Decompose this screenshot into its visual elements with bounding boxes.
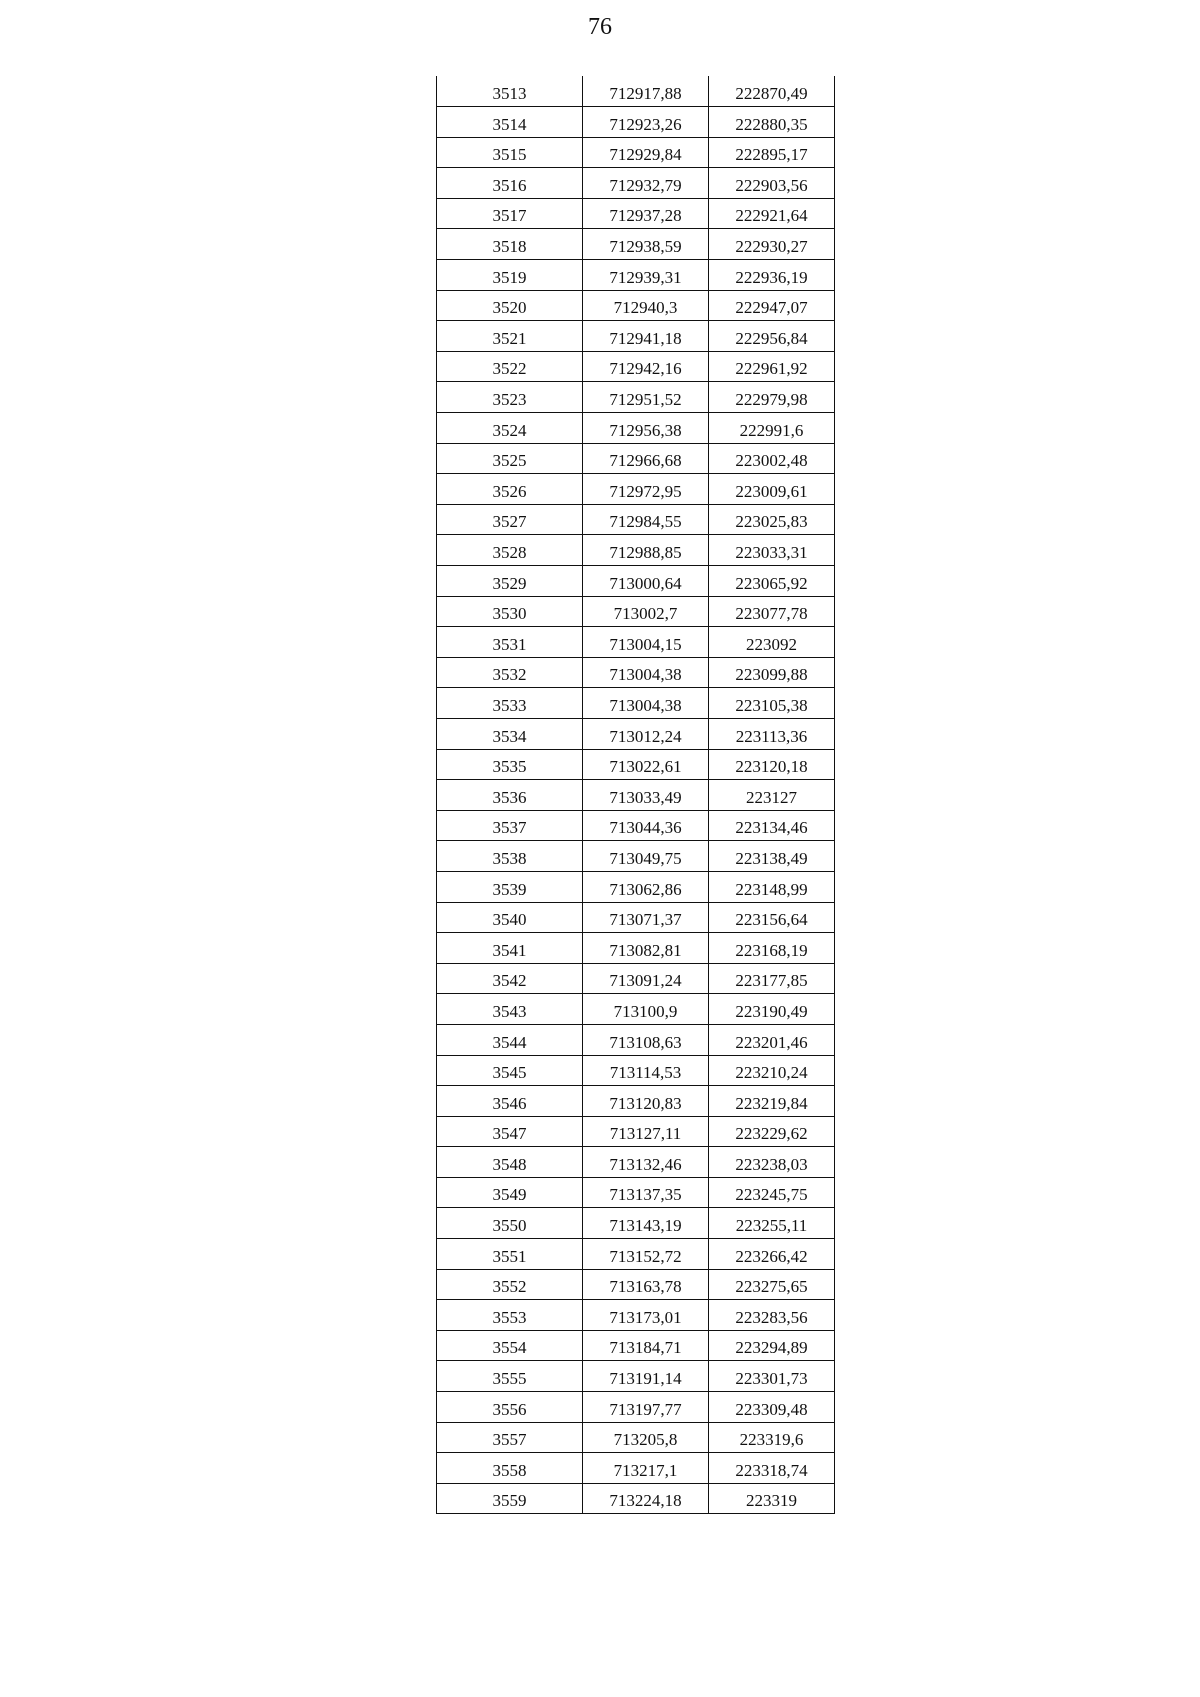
table-row — [437, 688, 835, 719]
point-number-cell: 3545 — [437, 1055, 583, 1086]
table-row — [437, 1483, 835, 1514]
point-number-cell: 3530 — [437, 596, 583, 627]
x-coordinate-cell: 712929,84 — [583, 137, 709, 168]
x-coordinate-cell: 713004,15 — [583, 627, 709, 658]
table-row — [437, 382, 835, 413]
table-row — [437, 76, 835, 107]
table-row — [437, 627, 835, 658]
table-row — [437, 351, 835, 382]
y-coordinate-cell: 223238,03 — [709, 1147, 835, 1178]
table-row — [437, 566, 835, 597]
point-number-cell: 3537 — [437, 810, 583, 841]
point-number-cell: 3519 — [437, 260, 583, 291]
table-row — [437, 290, 835, 321]
table-row — [437, 1024, 835, 1055]
table-row — [437, 1300, 835, 1331]
y-coordinate-cell: 223245,75 — [709, 1177, 835, 1208]
y-coordinate-cell: 223009,61 — [709, 474, 835, 505]
x-coordinate-cell: 713217,1 — [583, 1453, 709, 1484]
point-number-cell: 3554 — [437, 1330, 583, 1361]
x-coordinate-cell: 713127,11 — [583, 1116, 709, 1147]
x-coordinate-cell: 712988,85 — [583, 535, 709, 566]
x-coordinate-cell: 713071,37 — [583, 902, 709, 933]
x-coordinate-cell: 713012,24 — [583, 718, 709, 749]
point-number-cell: 3550 — [437, 1208, 583, 1239]
y-coordinate-cell: 223210,24 — [709, 1055, 835, 1086]
y-coordinate-cell: 222991,6 — [709, 413, 835, 444]
y-coordinate-cell: 222870,49 — [709, 76, 835, 107]
x-coordinate-cell: 712937,28 — [583, 198, 709, 229]
x-coordinate-cell: 713120,83 — [583, 1086, 709, 1117]
point-number-cell: 3535 — [437, 749, 583, 780]
y-coordinate-cell: 223105,38 — [709, 688, 835, 719]
point-number-cell: 3526 — [437, 474, 583, 505]
table-row — [437, 1453, 835, 1484]
y-coordinate-cell: 223219,84 — [709, 1086, 835, 1117]
point-number-cell: 3542 — [437, 963, 583, 994]
x-coordinate-cell: 713143,19 — [583, 1208, 709, 1239]
y-coordinate-cell: 223025,83 — [709, 504, 835, 535]
y-coordinate-cell: 223099,88 — [709, 657, 835, 688]
x-coordinate-cell: 712923,26 — [583, 107, 709, 138]
x-coordinate-cell: 713114,53 — [583, 1055, 709, 1086]
x-coordinate-cell: 713137,35 — [583, 1177, 709, 1208]
x-coordinate-cell: 713108,63 — [583, 1024, 709, 1055]
y-coordinate-cell: 223138,49 — [709, 841, 835, 872]
y-coordinate-cell: 222921,64 — [709, 198, 835, 229]
y-coordinate-cell: 223113,36 — [709, 718, 835, 749]
y-coordinate-cell: 223283,56 — [709, 1300, 835, 1331]
point-number-cell: 3546 — [437, 1086, 583, 1117]
table-row — [437, 902, 835, 933]
coordinates-table — [436, 76, 835, 1514]
y-coordinate-cell: 222947,07 — [709, 290, 835, 321]
x-coordinate-cell: 712940,3 — [583, 290, 709, 321]
y-coordinate-cell: 223156,64 — [709, 902, 835, 933]
point-number-cell: 3555 — [437, 1361, 583, 1392]
point-number-cell: 3523 — [437, 382, 583, 413]
x-coordinate-cell: 713044,36 — [583, 810, 709, 841]
x-coordinate-cell: 712932,79 — [583, 168, 709, 199]
point-number-cell: 3514 — [437, 107, 583, 138]
x-coordinate-cell: 713062,86 — [583, 871, 709, 902]
point-number-cell: 3549 — [437, 1177, 583, 1208]
x-coordinate-cell: 713100,9 — [583, 994, 709, 1025]
y-coordinate-cell: 223309,48 — [709, 1392, 835, 1423]
y-coordinate-cell: 223065,92 — [709, 566, 835, 597]
x-coordinate-cell: 713152,72 — [583, 1239, 709, 1270]
x-coordinate-cell: 712941,18 — [583, 321, 709, 352]
y-coordinate-cell: 223201,46 — [709, 1024, 835, 1055]
x-coordinate-cell: 713022,61 — [583, 749, 709, 780]
table-row — [437, 1116, 835, 1147]
x-coordinate-cell: 713049,75 — [583, 841, 709, 872]
y-coordinate-cell: 222936,19 — [709, 260, 835, 291]
table-row — [437, 137, 835, 168]
x-coordinate-cell: 713184,71 — [583, 1330, 709, 1361]
page-number: 76 — [588, 14, 612, 40]
x-coordinate-cell: 713082,81 — [583, 933, 709, 964]
point-number-cell: 3529 — [437, 566, 583, 597]
y-coordinate-cell: 223148,99 — [709, 871, 835, 902]
point-number-cell: 3525 — [437, 443, 583, 474]
point-number-cell: 3524 — [437, 413, 583, 444]
table-row — [437, 657, 835, 688]
x-coordinate-cell: 713004,38 — [583, 688, 709, 719]
y-coordinate-cell: 222930,27 — [709, 229, 835, 260]
x-coordinate-cell: 712951,52 — [583, 382, 709, 413]
y-coordinate-cell: 223092 — [709, 627, 835, 658]
y-coordinate-cell: 223275,65 — [709, 1269, 835, 1300]
y-coordinate-cell: 223319,6 — [709, 1422, 835, 1453]
point-number-cell: 3527 — [437, 504, 583, 535]
table-row — [437, 474, 835, 505]
point-number-cell: 3543 — [437, 994, 583, 1025]
point-number-cell: 3539 — [437, 871, 583, 902]
table-row — [437, 963, 835, 994]
y-coordinate-cell: 223168,19 — [709, 933, 835, 964]
table-row — [437, 1269, 835, 1300]
y-coordinate-cell: 223127 — [709, 780, 835, 811]
x-coordinate-cell: 712972,95 — [583, 474, 709, 505]
table-row — [437, 443, 835, 474]
y-coordinate-cell: 223177,85 — [709, 963, 835, 994]
point-number-cell: 3513 — [437, 76, 583, 107]
table-row — [437, 1422, 835, 1453]
point-number-cell: 3518 — [437, 229, 583, 260]
x-coordinate-cell: 712966,68 — [583, 443, 709, 474]
x-coordinate-cell: 712956,38 — [583, 413, 709, 444]
table-row — [437, 198, 835, 229]
point-number-cell: 3522 — [437, 351, 583, 382]
table-row — [437, 1208, 835, 1239]
table-row — [437, 1055, 835, 1086]
x-coordinate-cell: 713224,18 — [583, 1483, 709, 1514]
table-row — [437, 321, 835, 352]
point-number-cell: 3540 — [437, 902, 583, 933]
point-number-cell: 3528 — [437, 535, 583, 566]
x-coordinate-cell: 713033,49 — [583, 780, 709, 811]
point-number-cell: 3558 — [437, 1453, 583, 1484]
point-number-cell: 3556 — [437, 1392, 583, 1423]
y-coordinate-cell: 222895,17 — [709, 137, 835, 168]
table-row — [437, 718, 835, 749]
table-row — [437, 413, 835, 444]
y-coordinate-cell: 222880,35 — [709, 107, 835, 138]
point-number-cell: 3520 — [437, 290, 583, 321]
x-coordinate-cell: 713205,8 — [583, 1422, 709, 1453]
table-row — [437, 1239, 835, 1270]
y-coordinate-cell: 223319 — [709, 1483, 835, 1514]
table-row — [437, 994, 835, 1025]
x-coordinate-cell: 712917,88 — [583, 76, 709, 107]
x-coordinate-cell: 712938,59 — [583, 229, 709, 260]
y-coordinate-cell: 223190,49 — [709, 994, 835, 1025]
y-coordinate-cell: 223318,74 — [709, 1453, 835, 1484]
table-row — [437, 504, 835, 535]
x-coordinate-cell: 713163,78 — [583, 1269, 709, 1300]
y-coordinate-cell: 223301,73 — [709, 1361, 835, 1392]
x-coordinate-cell: 712939,31 — [583, 260, 709, 291]
point-number-cell: 3516 — [437, 168, 583, 199]
point-number-cell: 3538 — [437, 841, 583, 872]
table-row — [437, 810, 835, 841]
x-coordinate-cell: 713173,01 — [583, 1300, 709, 1331]
table-row — [437, 596, 835, 627]
table-row — [437, 933, 835, 964]
y-coordinate-cell: 222903,56 — [709, 168, 835, 199]
table-row — [437, 168, 835, 199]
x-coordinate-cell: 713191,14 — [583, 1361, 709, 1392]
point-number-cell: 3547 — [437, 1116, 583, 1147]
x-coordinate-cell: 713004,38 — [583, 657, 709, 688]
x-coordinate-cell: 713000,64 — [583, 566, 709, 597]
table-row — [437, 749, 835, 780]
table-row — [437, 1177, 835, 1208]
y-coordinate-cell: 223134,46 — [709, 810, 835, 841]
point-number-cell: 3559 — [437, 1483, 583, 1514]
table-row — [437, 535, 835, 566]
point-number-cell: 3515 — [437, 137, 583, 168]
x-coordinate-cell: 713091,24 — [583, 963, 709, 994]
x-coordinate-cell: 712942,16 — [583, 351, 709, 382]
point-number-cell: 3536 — [437, 780, 583, 811]
y-coordinate-cell: 223002,48 — [709, 443, 835, 474]
x-coordinate-cell: 712984,55 — [583, 504, 709, 535]
y-coordinate-cell: 223077,78 — [709, 596, 835, 627]
point-number-cell: 3532 — [437, 657, 583, 688]
point-number-cell: 3548 — [437, 1147, 583, 1178]
point-number-cell: 3533 — [437, 688, 583, 719]
table-row — [437, 260, 835, 291]
table-row — [437, 107, 835, 138]
point-number-cell: 3534 — [437, 718, 583, 749]
y-coordinate-cell: 223229,62 — [709, 1116, 835, 1147]
x-coordinate-cell: 713132,46 — [583, 1147, 709, 1178]
coordinates-table-body — [437, 76, 835, 1514]
table-row — [437, 229, 835, 260]
point-number-cell: 3544 — [437, 1024, 583, 1055]
y-coordinate-cell: 223033,31 — [709, 535, 835, 566]
point-number-cell: 3552 — [437, 1269, 583, 1300]
point-number-cell: 3557 — [437, 1422, 583, 1453]
y-coordinate-cell: 222979,98 — [709, 382, 835, 413]
table-row — [437, 1330, 835, 1361]
y-coordinate-cell: 223294,89 — [709, 1330, 835, 1361]
point-number-cell: 3551 — [437, 1239, 583, 1270]
table-row — [437, 841, 835, 872]
x-coordinate-cell: 713002,7 — [583, 596, 709, 627]
x-coordinate-cell: 713197,77 — [583, 1392, 709, 1423]
point-number-cell: 3541 — [437, 933, 583, 964]
point-number-cell: 3531 — [437, 627, 583, 658]
point-number-cell: 3521 — [437, 321, 583, 352]
y-coordinate-cell: 223120,18 — [709, 749, 835, 780]
point-number-cell: 3517 — [437, 198, 583, 229]
point-number-cell: 3553 — [437, 1300, 583, 1331]
y-coordinate-cell: 223255,11 — [709, 1208, 835, 1239]
y-coordinate-cell: 222961,92 — [709, 351, 835, 382]
table-row — [437, 1392, 835, 1423]
y-coordinate-cell: 222956,84 — [709, 321, 835, 352]
table-row — [437, 1361, 835, 1392]
table-row — [437, 1086, 835, 1117]
table-row — [437, 780, 835, 811]
table-row — [437, 871, 835, 902]
y-coordinate-cell: 223266,42 — [709, 1239, 835, 1270]
table-row — [437, 1147, 835, 1178]
